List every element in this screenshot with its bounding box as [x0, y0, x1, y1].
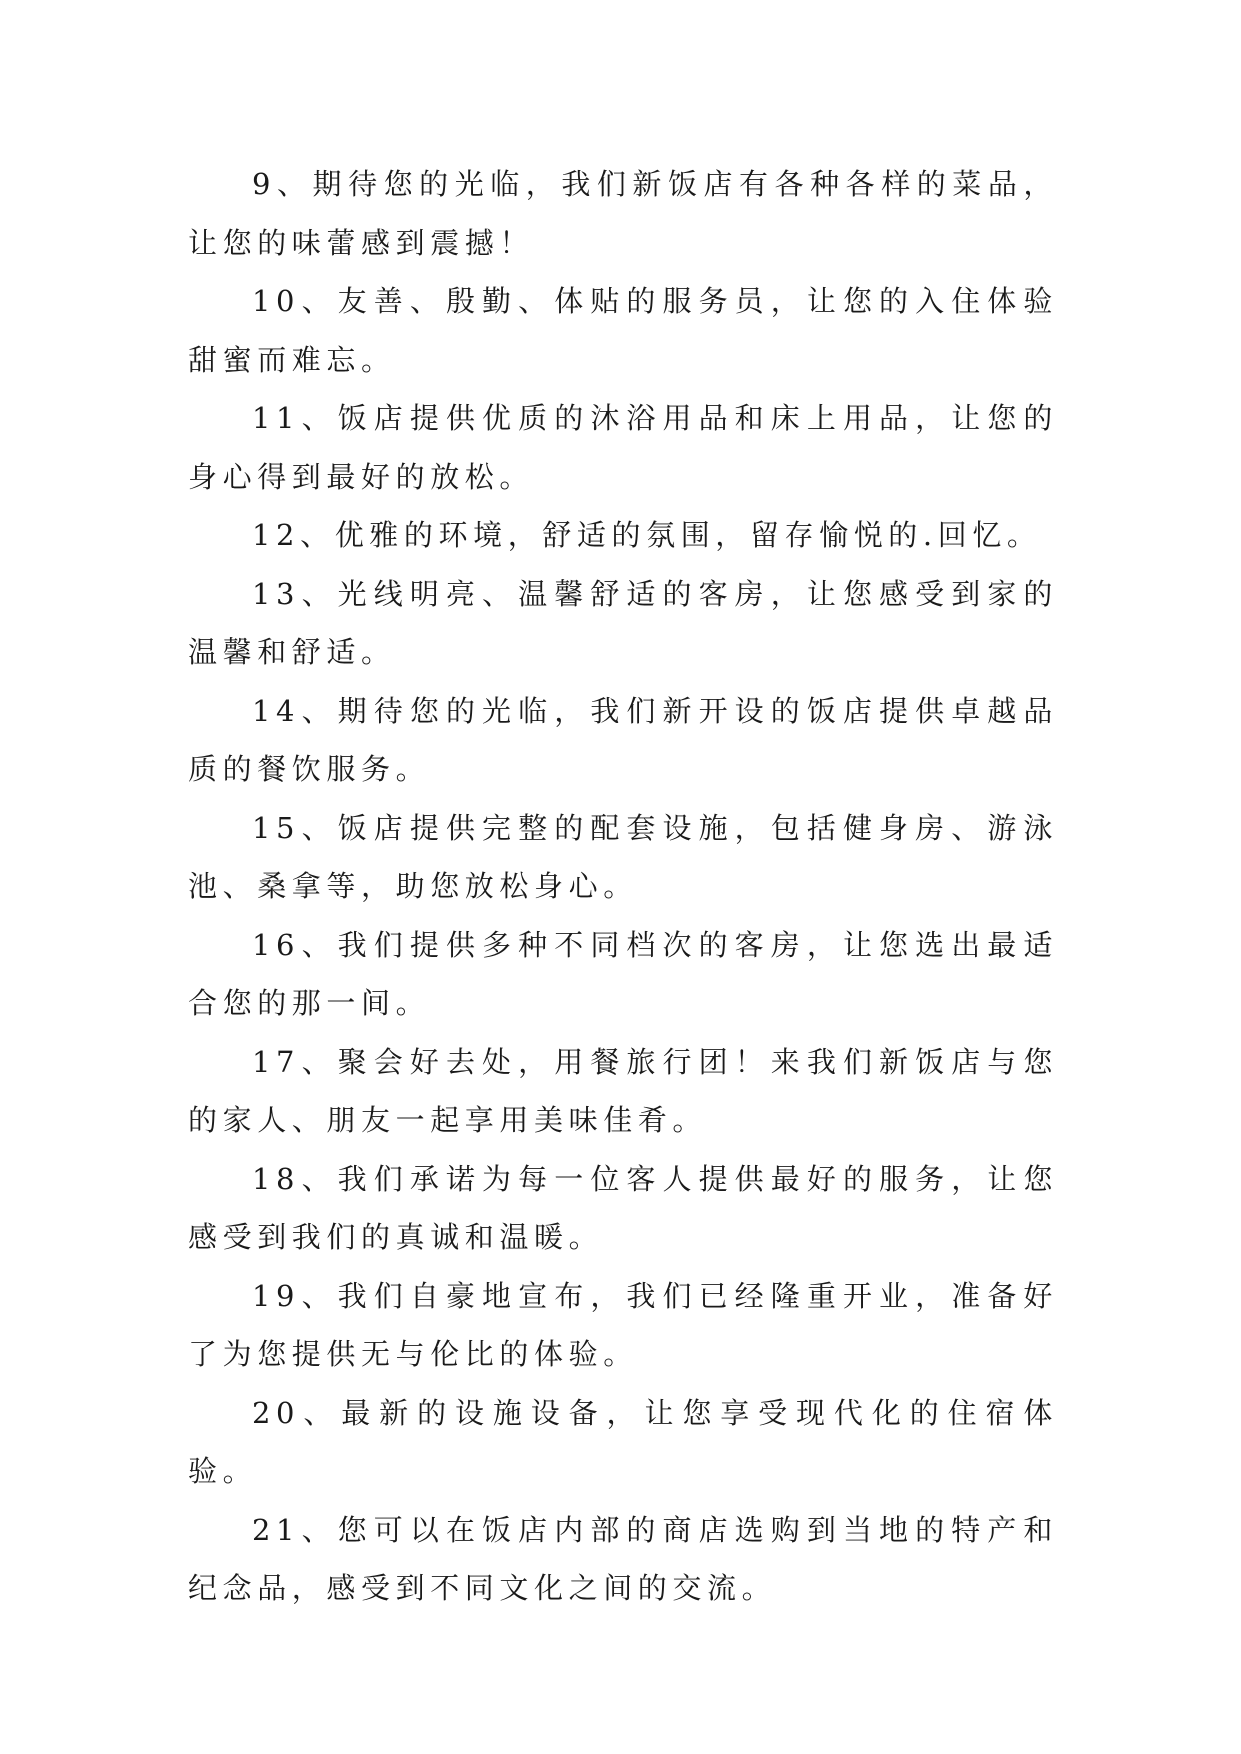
- paragraph: 9、期待您的光临，我们新饭店有各种各样的菜品，让您的味蕾感到震撼！: [188, 167, 1058, 260]
- paragraph: 20、最新的设施设备，让您享受现代化的住宿体验。: [188, 1395, 1058, 1488]
- paragraph: 13、光线明亮、温馨舒适的客房，让您感受到家的温馨和舒适。: [188, 576, 1058, 669]
- paragraph: 10、友善、殷勤、体贴的服务员，让您的入住体验甜蜜而难忘。: [188, 284, 1058, 377]
- paragraph: 15、饭店提供完整的配套设施，包括健身房、游泳池、桑拿等，助您放松身心。: [188, 810, 1058, 903]
- paragraph: 21、您可以在饭店内部的商店选购到当地的特产和纪念品，感受到不同文化之间的交流。: [188, 1512, 1058, 1605]
- paragraph: 19、我们自豪地宣布，我们已经隆重开业，准备好了为您提供无与伦比的体验。: [188, 1278, 1058, 1371]
- paragraph: 16、我们提供多种不同档次的客房，让您选出最适合您的那一间。: [188, 927, 1058, 1020]
- paragraph: 11、饭店提供优质的沐浴用品和床上用品，让您的身心得到最好的放松。: [188, 401, 1058, 494]
- paragraph: 18、我们承诺为每一位客人提供最好的服务，让您感受到我们的真诚和温暖。: [188, 1161, 1058, 1254]
- paragraph: 12、优雅的环境，舒适的氛围，留存愉悦的.回忆。: [252, 518, 1042, 552]
- paragraph: 14、期待您的光临，我们新开设的饭店提供卓越品质的餐饮服务。: [188, 693, 1058, 786]
- document-body: [188, 155, 1058, 1618]
- paragraph: 17、聚会好去处，用餐旅行团！来我们新饭店与您的家人、朋友一起享用美味佳肴。: [188, 1044, 1058, 1137]
